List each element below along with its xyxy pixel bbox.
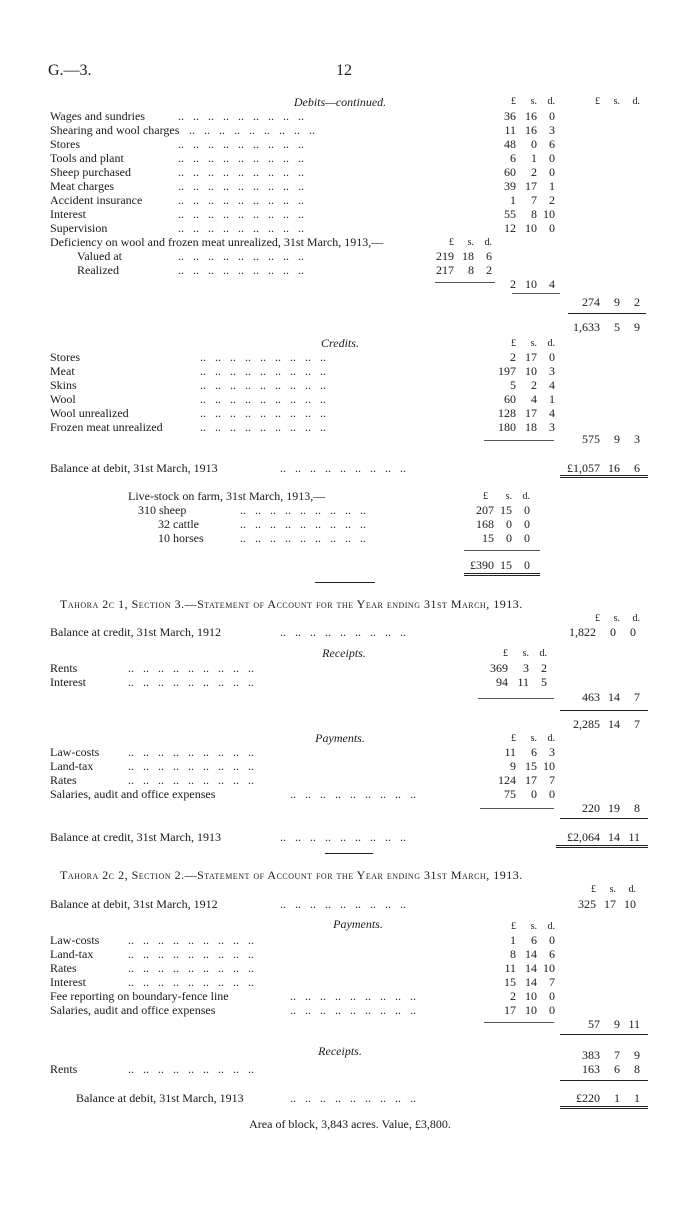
deficiency-diff-pence: 4 [549, 277, 555, 291]
tahora2-payments-heading: Payments. [333, 917, 383, 931]
debit-row-label: Wages and sundries [50, 109, 146, 123]
leader-dots: .. .. .. .. .. .. .. .. .. [178, 249, 304, 263]
credit-balance-shillings: 16 [608, 461, 620, 475]
tahora2-subtotal-shillings: 7 [614, 1048, 620, 1062]
tahora1-receipt-label: Interest [50, 675, 86, 689]
tahora1-receipts-total-pounds: 463 [582, 690, 600, 704]
deficiency-colhead-pounds-head: £ [449, 237, 454, 248]
debits-colhead1-pence-head: d. [547, 96, 555, 107]
debits-total-pounds: 274 [582, 295, 600, 309]
tahora2-opening-label: Balance at debit, 31st March, 1912 [50, 897, 218, 911]
debit-row-shillings: 10 [525, 221, 537, 235]
double-rule [560, 1106, 648, 1109]
credit-row-label: Wool [50, 392, 76, 406]
leader-dots: .. .. .. .. .. .. .. .. .. [200, 406, 326, 420]
debit-row-pence: 2 [549, 193, 555, 207]
credit-row-shillings: 10 [525, 364, 537, 378]
tahora2-payment-shillings: 10 [525, 1003, 537, 1017]
credit-row-pence: 0 [549, 350, 555, 364]
debits-colhead2-pence-head: d. [632, 96, 640, 107]
tahora1-payment-pence: 0 [549, 787, 555, 801]
debits-colhead1-pounds-head: £ [511, 96, 516, 107]
credit-row-label: Meat [50, 364, 75, 378]
tahora2-payment-pounds: 15 [504, 975, 516, 989]
tahora2-payment-pounds: 8 [510, 947, 516, 961]
tahora1-closing-shillings: 14 [608, 830, 620, 844]
tahora2-payment-label: Salaries, audit and office expenses [50, 1003, 216, 1017]
livestock-row-pounds: 207 [476, 503, 494, 517]
leader-dots: .. .. .. .. .. .. .. .. .. [240, 531, 366, 545]
tahora1-payments-total-shillings: 19 [608, 801, 620, 815]
leader-dots: .. .. .. .. .. .. .. .. .. [128, 947, 254, 961]
debit-row-pence: 6 [549, 137, 555, 151]
debit-row-shillings: 7 [531, 193, 537, 207]
tahora1-payment-label: Salaries, audit and office expenses [50, 787, 216, 801]
tahora1-subtotal-pence: 7 [634, 717, 640, 731]
leader-dots: .. .. .. .. .. .. .. .. .. [128, 745, 254, 759]
tahora1-receipt-pounds: 369 [490, 661, 508, 675]
tahora2-payments-colhead-pounds-head: £ [511, 921, 516, 932]
leader-dots: .. .. .. .. .. .. .. .. .. [128, 675, 254, 689]
tahora2-opening-pence: 10 [624, 897, 636, 911]
debit-row-pence: 0 [549, 165, 555, 179]
rule-line [560, 1034, 648, 1035]
leader-dots: .. .. .. .. .. .. .. .. .. [178, 165, 304, 179]
leader-dots: .. .. .. .. .. .. .. .. .. [280, 830, 406, 844]
credit-row-pence: 4 [549, 378, 555, 392]
leader-dots: .. .. .. .. .. .. .. .. .. [128, 961, 254, 975]
tahora1-receipts-colhead-pounds-head: £ [503, 648, 508, 659]
leader-dots: .. .. .. .. .. .. .. .. .. [178, 193, 304, 207]
leader-dots: .. .. .. .. .. .. .. .. .. [290, 1003, 416, 1017]
rule-line [512, 293, 560, 294]
tahora2-opening-pounds: 325 [578, 897, 596, 911]
leader-dots: .. .. .. .. .. .. .. .. .. [280, 897, 406, 911]
debit-row-shillings: 8 [531, 207, 537, 221]
leader-dots: .. .. .. .. .. .. .. .. .. [178, 221, 304, 235]
leader-dots: .. .. .. .. .. .. .. .. .. [200, 378, 326, 392]
debit-row-pence: 10 [543, 207, 555, 221]
tahora1-payment-pounds: 9 [510, 759, 516, 773]
credits-colhead-shillings-head: s. [530, 338, 537, 349]
tahora1-receipts-total-pence: 7 [634, 690, 640, 704]
section-divider [315, 582, 375, 583]
deficiency-colhead-shillings-head: s. [467, 237, 474, 248]
tahora1-payment-pence: 3 [549, 745, 555, 759]
leader-dots: .. .. .. .. .. .. .. .. .. [280, 625, 406, 639]
debit-row-shillings: 1 [531, 151, 537, 165]
livestock-colhead-shillings-head: s. [505, 491, 512, 502]
credit-row-shillings: 2 [531, 378, 537, 392]
valued-pence: 6 [486, 249, 492, 263]
tahora1-payment-shillings: 15 [525, 759, 537, 773]
rule-line [464, 550, 540, 551]
livestock-colhead-pounds-head: £ [483, 491, 488, 502]
tahora1-colhead-pounds-head: £ [595, 613, 600, 624]
tahora2-receipt-label: Rents [50, 1062, 78, 1076]
tahora2-payment-label: Rates [50, 961, 77, 975]
tahora1-payment-pence: 10 [543, 759, 555, 773]
leader-dots: .. .. .. .. .. .. .. .. .. [128, 1062, 254, 1076]
realized-shillings: 8 [468, 263, 474, 277]
tahora1-payment-pounds: 124 [498, 773, 516, 787]
leader-dots: .. .. .. .. .. .. .. .. .. [128, 933, 254, 947]
debits-colhead2-pounds-head: £ [595, 96, 600, 107]
credit-row-pounds: 180 [498, 420, 516, 434]
tahora1-receipt-pence: 5 [541, 675, 547, 689]
tahora2-payment-label: Interest [50, 975, 86, 989]
tahora2-payment-shillings: 14 [525, 975, 537, 989]
tahora2-payments-colhead-pence-head: d. [547, 921, 555, 932]
section-divider [325, 853, 373, 854]
credits-colhead-pounds-head: £ [511, 338, 516, 349]
credit-row-shillings: 17 [525, 350, 537, 364]
rule-line [560, 818, 648, 819]
tahora2-payment-shillings: 14 [525, 961, 537, 975]
debit-row-shillings: 0 [531, 137, 537, 151]
leader-dots: .. .. .. .. .. .. .. .. .. [240, 503, 366, 517]
livestock-row-shillings: 0 [506, 517, 512, 531]
livestock-total-shillings: 15 [500, 558, 512, 572]
credits-heading: Credits. [321, 336, 359, 350]
realized-pence: 2 [486, 263, 492, 277]
credit-row-pence: 3 [549, 364, 555, 378]
debit-row-pounds: 36 [504, 109, 516, 123]
debits-grand-total-shillings: 5 [614, 320, 620, 334]
leader-dots: .. .. .. .. .. .. .. .. .. [178, 137, 304, 151]
credit-row-pounds: 197 [498, 364, 516, 378]
deficiency-diff-shillings: 10 [525, 277, 537, 291]
tahora1-opening-label: Balance at credit, 31st March, 1912 [50, 625, 221, 639]
rule-line [568, 313, 646, 314]
tahora2-payment-pence: 0 [549, 933, 555, 947]
credit-row-pence: 1 [549, 392, 555, 406]
livestock-total-pence: 0 [524, 558, 530, 572]
double-rule [556, 845, 648, 848]
tahora2-payment-pence: 0 [549, 1003, 555, 1017]
deficiency-label: Deficiency on wool and frozen meat unrealized, 31st March, 1913,— [50, 235, 384, 249]
tahora1-closing-pounds: £2,064 [567, 830, 600, 844]
tahora1-receipt-label: Rents [50, 661, 78, 675]
leader-dots: .. .. .. .. .. .. .. .. .. [280, 461, 406, 475]
deficiency-diff-pounds: 2 [510, 277, 516, 291]
livestock-row-pounds: 15 [482, 531, 494, 545]
credit-row-label: Frozen meat unrealized [50, 420, 163, 434]
leader-dots: .. .. .. .. .. .. .. .. .. [128, 661, 254, 675]
credit-row-pounds: 128 [498, 406, 516, 420]
tahora2-payment-label: Fee reporting on boundary-fence line [50, 989, 229, 1003]
tahora1-receipts-heading: Receipts. [322, 646, 366, 660]
tahora1-opening-pence: 0 [630, 625, 636, 639]
credit-row-label: Wool unrealized [50, 406, 129, 420]
tahora2-payments-total-shillings: 9 [614, 1017, 620, 1031]
tahora2-payment-pounds: 17 [504, 1003, 516, 1017]
tahora1-opening-pounds: 1,822 [569, 625, 596, 639]
debit-row-label: Accident insurance [50, 193, 143, 207]
deficiency-colhead-pence-head: d. [484, 237, 492, 248]
tahora2-payment-shillings: 6 [531, 933, 537, 947]
tahora2-payment-pounds: 11 [504, 961, 516, 975]
livestock-total-pounds: £390 [470, 558, 494, 572]
leader-dots: .. .. .. .. .. .. .. .. .. [189, 123, 315, 137]
credit-row-pence: 3 [549, 420, 555, 434]
credit-row-label: Skins [50, 378, 77, 392]
livestock-row-pence: 0 [524, 503, 530, 517]
tahora1-payments-total-pence: 8 [634, 801, 640, 815]
livestock-row-pence: 0 [524, 517, 530, 531]
tahora1-subtotal-shillings: 14 [608, 717, 620, 731]
valued-shillings: 18 [462, 249, 474, 263]
credit-row-pounds: 5 [510, 378, 516, 392]
tahora1-payment-pounds: 11 [504, 745, 516, 759]
tahora2-receipts-heading: Receipts. [318, 1044, 362, 1058]
credit-balance-pence: 6 [634, 461, 640, 475]
tahora1-payment-pounds: 75 [504, 787, 516, 801]
tahora1-payment-shillings: 0 [531, 787, 537, 801]
debits-heading: Debits—continued. [293, 95, 387, 109]
debit-row-pence: 3 [549, 123, 555, 137]
debit-row-pounds: 48 [504, 137, 516, 151]
leader-dots: .. .. .. .. .. .. .. .. .. [200, 420, 326, 434]
credits-total-shillings: 9 [614, 432, 620, 446]
tahora2-payment-pence: 0 [549, 989, 555, 1003]
tahora1-receipts-colhead-shillings-head: s. [522, 648, 529, 659]
debit-row-pounds: 39 [504, 179, 516, 193]
debit-row-pounds: 11 [504, 123, 516, 137]
realized-pounds: 217 [436, 263, 454, 277]
tahora1-subtotal-pounds: 2,285 [573, 717, 600, 731]
tahora2-subtotal-pounds: 383 [582, 1048, 600, 1062]
valued-pounds: 219 [436, 249, 454, 263]
debit-row-pence: 1 [549, 179, 555, 193]
debit-row-pounds: 60 [504, 165, 516, 179]
debit-row-pounds: 12 [504, 221, 516, 235]
leader-dots: .. .. .. .. .. .. .. .. .. [128, 975, 254, 989]
debits-grand-total-pounds: 1,633 [573, 320, 600, 334]
tahora1-payment-shillings: 17 [525, 773, 537, 787]
tahora1-payment-label: Law-costs [50, 745, 100, 759]
tahora1-receipt-pounds: 94 [496, 675, 508, 689]
debit-row-shillings: 2 [531, 165, 537, 179]
leader-dots: .. .. .. .. .. .. .. .. .. [178, 151, 304, 165]
tahora1-title: Tahora 2c 1, Section 3.—Statement of Account for the Year ending 31st March, 1913. [60, 597, 523, 611]
credit-row-shillings: 17 [525, 406, 537, 420]
tahora1-receipt-pence: 2 [541, 661, 547, 675]
leader-dots: .. .. .. .. .. .. .. .. .. [200, 364, 326, 378]
leader-dots: .. .. .. .. .. .. .. .. .. [290, 787, 416, 801]
debit-row-shillings: 16 [525, 123, 537, 137]
tahora2-colhead-pounds-head: £ [591, 884, 596, 895]
tahora2-payments-total-pence: 11 [628, 1017, 640, 1031]
livestock-row-label: 310 sheep [138, 503, 187, 517]
debits-total-pence: 2 [634, 295, 640, 309]
livestock-row-label: 10 horses [158, 531, 204, 545]
debit-row-label: Sheep purchased [50, 165, 131, 179]
debit-row-label: Meat charges [50, 179, 115, 193]
leader-dots: .. .. .. .. .. .. .. .. .. [128, 759, 254, 773]
tahora2-payment-shillings: 10 [525, 989, 537, 1003]
tahora2-closing-pence: 1 [634, 1091, 640, 1105]
debits-colhead2-shillings-head: s. [613, 96, 620, 107]
tahora1-payment-label: Rates [50, 773, 77, 787]
tahora1-payments-colhead-pence-head: d. [547, 733, 555, 744]
tahora2-colhead-pence-head: d. [628, 884, 636, 895]
debit-row-label: Tools and plant [50, 151, 124, 165]
tahora1-payment-pence: 7 [549, 773, 555, 787]
tahora1-payments-colhead-pounds-head: £ [511, 733, 516, 744]
livestock-row-pence: 0 [524, 531, 530, 545]
credits-total-pence: 3 [634, 432, 640, 446]
debit-row-pence: 0 [549, 109, 555, 123]
livestock-row-shillings: 15 [500, 503, 512, 517]
debits-total-shillings: 9 [614, 295, 620, 309]
rule-line [560, 710, 648, 711]
tahora1-receipts-total-shillings: 14 [608, 690, 620, 704]
tahora2-payment-pence: 7 [549, 975, 555, 989]
valued-label: Valued at [77, 249, 122, 263]
tahora2-payment-shillings: 14 [525, 947, 537, 961]
debit-row-pounds: 1 [510, 193, 516, 207]
tahora2-closing-label: Balance at debit, 31st March, 1913 [76, 1091, 244, 1105]
livestock-row-shillings: 0 [506, 531, 512, 545]
tahora1-closing-label: Balance at credit, 31st March, 1913 [50, 830, 221, 844]
leader-dots: .. .. .. .. .. .. .. .. .. [200, 392, 326, 406]
tahora2-footer: Area of block, 3,843 acres. Value, £3,800. [249, 1117, 451, 1131]
leader-dots: .. .. .. .. .. .. .. .. .. [178, 179, 304, 193]
credit-row-pence: 4 [549, 406, 555, 420]
credit-balance-label: Balance at debit, 31st March, 1913 [50, 461, 218, 475]
tahora2-subtotal-pence: 9 [634, 1048, 640, 1062]
tahora2-title: Tahora 2c 2, Section 2.—Statement of Account for the Year ending 31st March, 1913. [60, 868, 523, 882]
leader-dots: .. .. .. .. .. .. .. .. .. [178, 207, 304, 221]
debit-row-label: Interest [50, 207, 86, 221]
tahora2-payments-total-pounds: 57 [588, 1017, 600, 1031]
tahora1-payment-label: Land-tax [50, 759, 94, 773]
livestock-colhead-pence-head: d. [522, 491, 530, 502]
leader-dots: .. .. .. .. .. .. .. .. .. [240, 517, 366, 531]
debit-row-pounds: 55 [504, 207, 516, 221]
tahora1-payments-total-pounds: 220 [582, 801, 600, 815]
leader-dots: .. .. .. .. .. .. .. .. .. [290, 989, 416, 1003]
livestock-row-label: 32 cattle [158, 517, 199, 531]
credits-total-pounds: 575 [582, 432, 600, 446]
double-rule [464, 573, 540, 576]
debit-row-shillings: 16 [525, 109, 537, 123]
debit-row-pounds: 6 [510, 151, 516, 165]
tahora1-opening-shillings: 0 [610, 625, 616, 639]
tahora1-closing-pence: 11 [628, 830, 640, 844]
leader-dots: .. .. .. .. .. .. .. .. .. [178, 263, 304, 277]
credits-colhead-pence-head: d. [547, 338, 555, 349]
debit-row-shillings: 17 [525, 179, 537, 193]
tahora1-receipt-shillings: 3 [523, 661, 529, 675]
tahora1-payments-colhead-shillings-head: s. [530, 733, 537, 744]
page-ref: G.—3. [48, 62, 92, 79]
realized-label: Realized [77, 263, 119, 277]
rule-line [560, 1080, 648, 1081]
debit-row-pence: 0 [549, 221, 555, 235]
tahora2-payment-pence: 10 [543, 961, 555, 975]
tahora2-closing-pounds: £220 [576, 1091, 600, 1105]
page-number: 12 [336, 62, 352, 79]
tahora2-payment-label: Law-costs [50, 933, 100, 947]
credit-balance-pounds: £1,057 [567, 461, 600, 475]
leader-dots: .. .. .. .. .. .. .. .. .. [200, 350, 326, 364]
debits-grand-total-pence: 9 [634, 320, 640, 334]
credit-row-label: Stores [50, 350, 80, 364]
double-rule [560, 475, 648, 478]
leader-dots: .. .. .. .. .. .. .. .. .. [178, 109, 304, 123]
tahora1-receipt-shillings: 11 [517, 675, 529, 689]
debit-row-label: Supervision [50, 221, 108, 235]
tahora2-payments-colhead-shillings-head: s. [530, 921, 537, 932]
tahora2-receipt-pence: 8 [634, 1062, 640, 1076]
tahora2-payment-pounds: 1 [510, 933, 516, 947]
debit-row-pence: 0 [549, 151, 555, 165]
tahora2-opening-shillings: 17 [604, 897, 616, 911]
credit-row-shillings: 18 [525, 420, 537, 434]
tahora1-receipts-colhead-pence-head: d. [539, 648, 547, 659]
tahora2-closing-shillings: 1 [614, 1091, 620, 1105]
tahora1-payments-heading: Payments. [315, 731, 365, 745]
tahora2-receipt-pounds: 163 [582, 1062, 600, 1076]
debit-row-label: Stores [50, 137, 80, 151]
tahora2-payment-label: Land-tax [50, 947, 94, 961]
credit-row-pounds: 2 [510, 350, 516, 364]
leader-dots: .. .. .. .. .. .. .. .. .. [290, 1091, 416, 1105]
tahora1-payment-shillings: 6 [531, 745, 537, 759]
livestock-row-pounds: 168 [476, 517, 494, 531]
tahora2-receipt-shillings: 6 [614, 1062, 620, 1076]
credit-row-pounds: 60 [504, 392, 516, 406]
debits-colhead1-shillings-head: s. [530, 96, 537, 107]
tahora2-payment-pence: 6 [549, 947, 555, 961]
leader-dots: .. .. .. .. .. .. .. .. .. [128, 773, 254, 787]
tahora1-colhead-shillings-head: s. [613, 613, 620, 624]
tahora2-colhead-shillings-head: s. [609, 884, 616, 895]
tahora2-payment-pounds: 2 [510, 989, 516, 1003]
livestock-heading: Live-stock on farm, 31st March, 1913,— [128, 489, 326, 503]
debit-row-label: Shearing and wool charges [50, 123, 180, 137]
tahora1-colhead-pence-head: d. [632, 613, 640, 624]
credit-row-shillings: 4 [531, 392, 537, 406]
